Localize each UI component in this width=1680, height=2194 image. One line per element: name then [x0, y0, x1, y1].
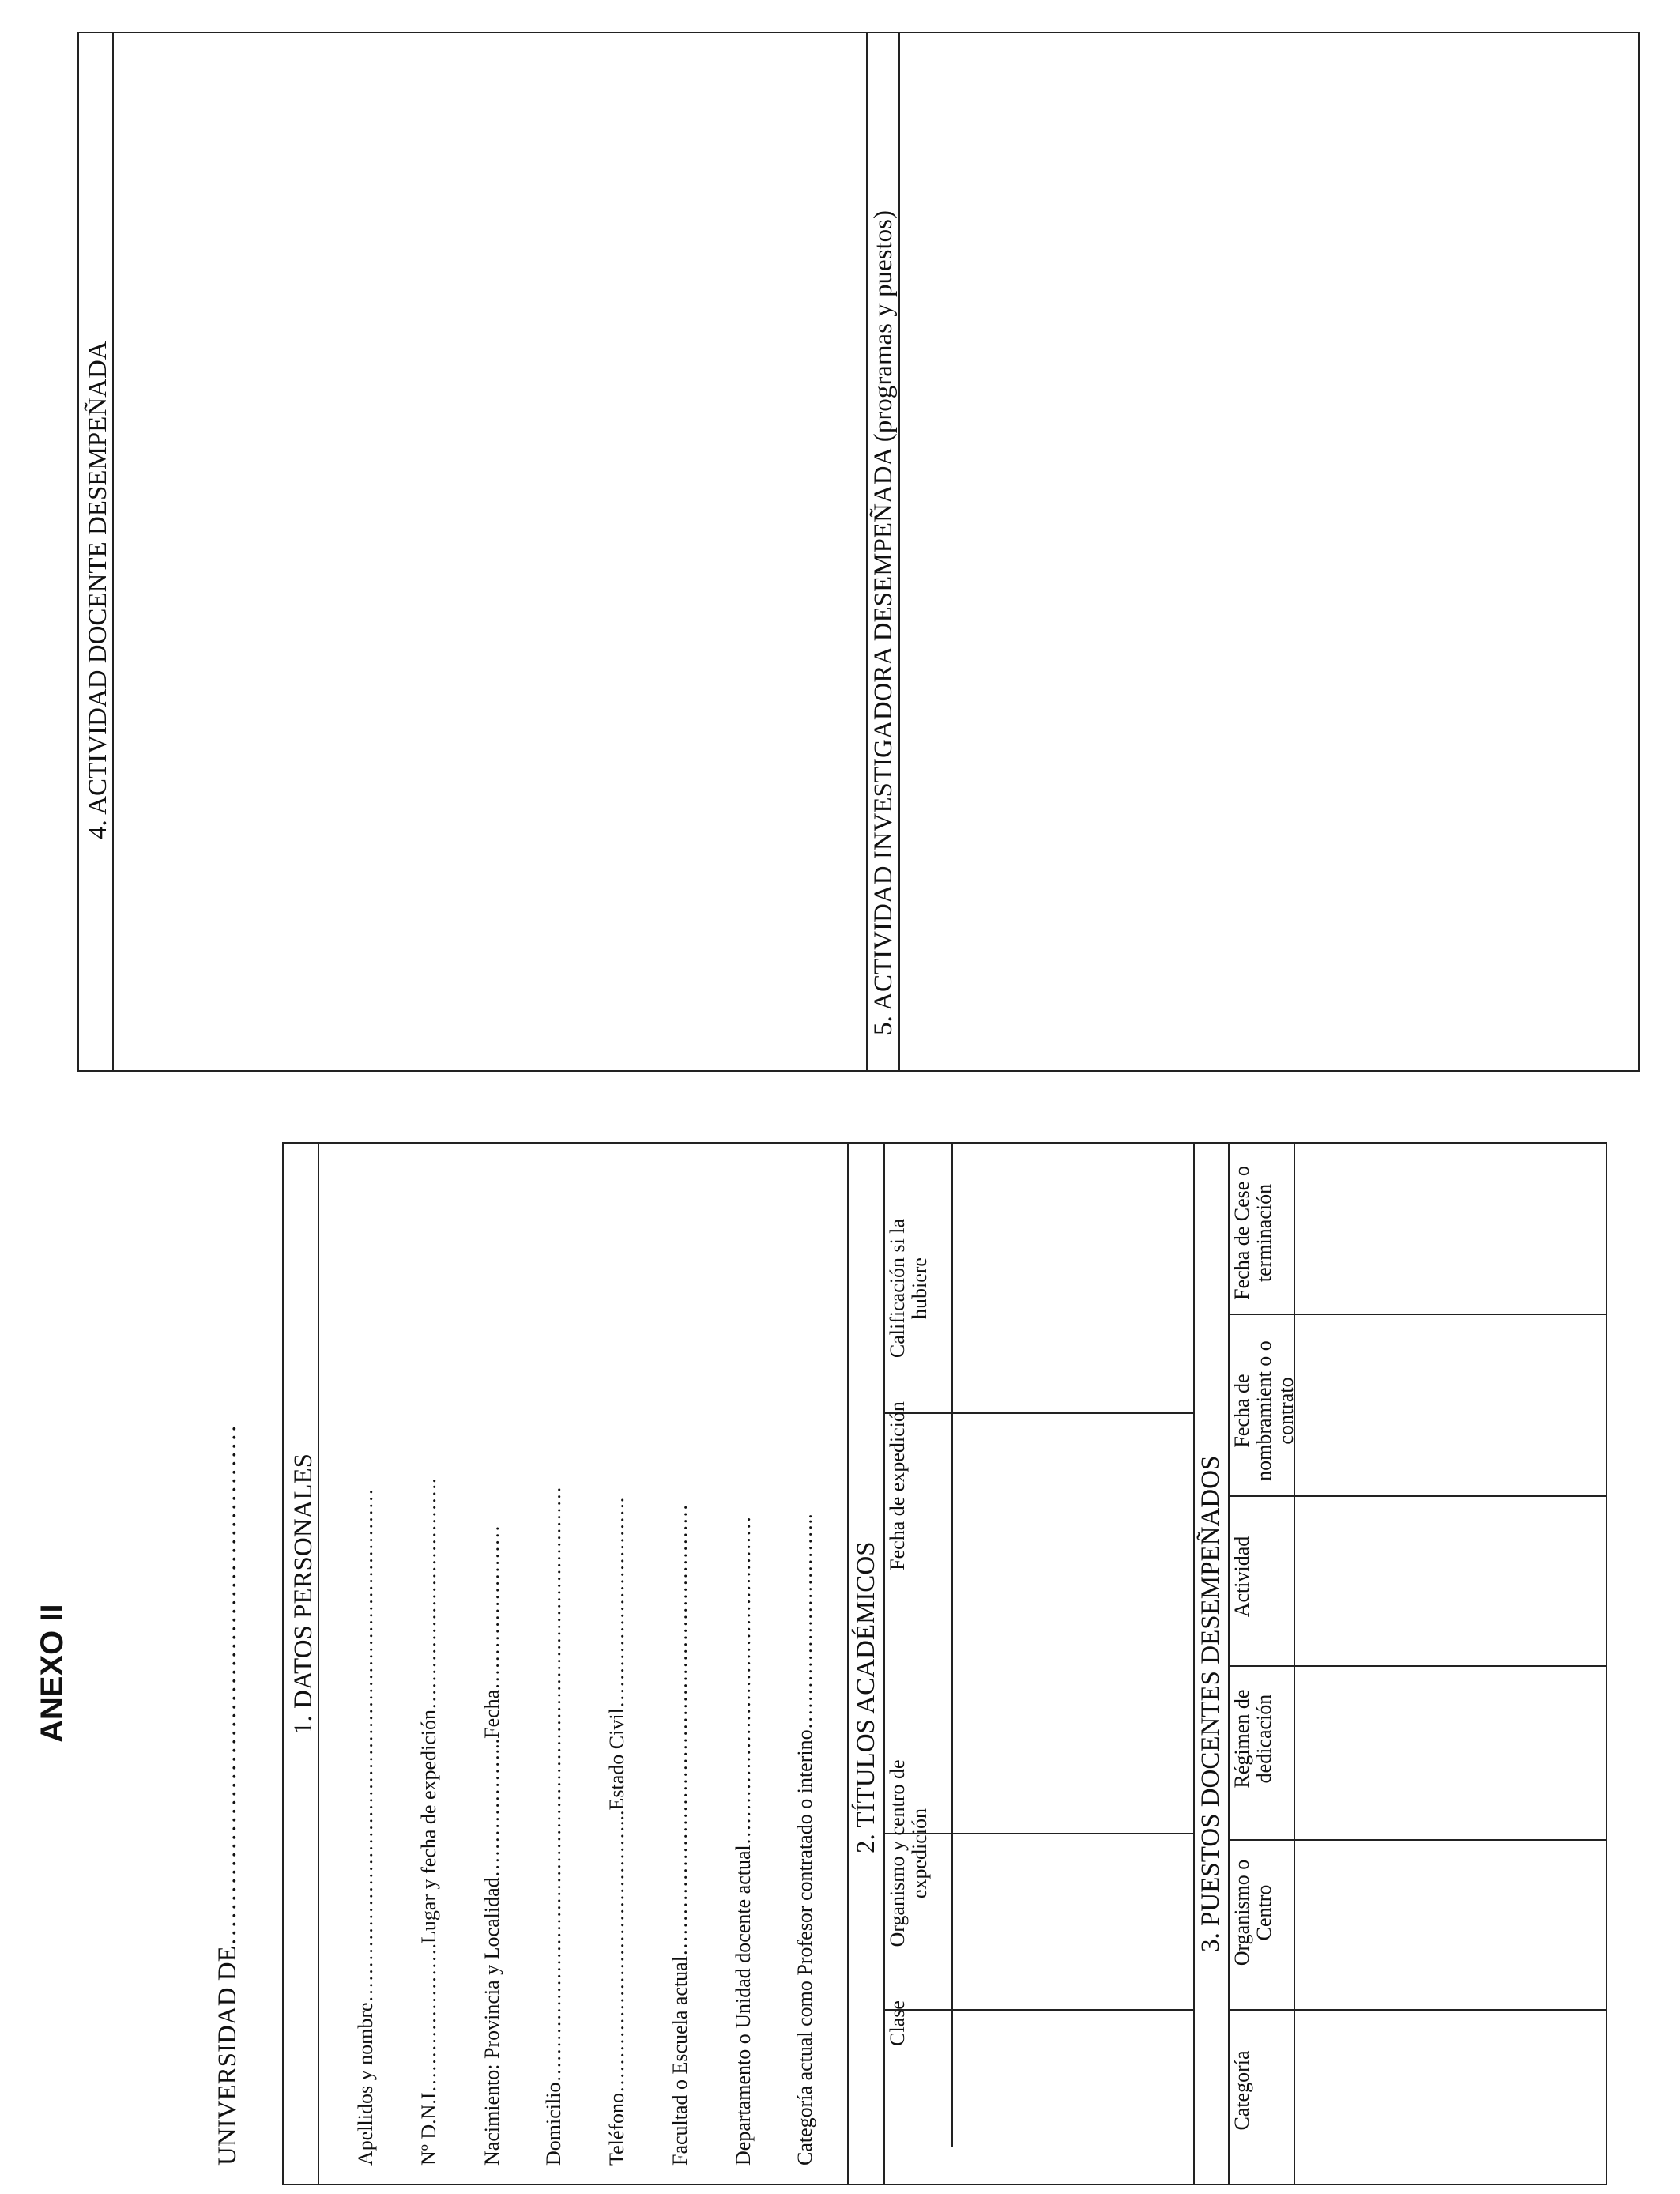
- posts-col-regimen: Régimen de dedicación: [1230, 1689, 1275, 1789]
- personal-line-dni: Nº D.N.I………………….Lugar y fecha de expedición…………………………….: [417, 1478, 440, 2166]
- right-form-table: [77, 32, 1640, 1072]
- titles-col-clase: Clase: [886, 2000, 909, 2046]
- divider: [1228, 1665, 1606, 1667]
- personal-line-name: Apellidos y nombre…………………………………………………………………: [354, 1488, 377, 2166]
- divider: [898, 33, 900, 1070]
- posts-col-actividad: Actividad: [1230, 1536, 1253, 1618]
- personal-line-faculty: Facultad o Escuela actual…………………………………………………………: [669, 1504, 691, 2166]
- personal-line-address: Domicilio……………………………………………………………………………: [542, 1486, 565, 2166]
- divider: [951, 1144, 953, 2147]
- personal-line-phone: Teléfono…………………………………...Estado Civil………………………….: [605, 1497, 628, 2166]
- divider: [951, 2009, 1195, 2011]
- titles-col-organismo: Organismo y centro de expedición: [886, 1759, 931, 1947]
- divider: [883, 1144, 885, 2184]
- divider: [1228, 1314, 1606, 1315]
- divider: [847, 1144, 849, 2184]
- divider: [883, 1412, 1195, 1414]
- divider: [1228, 1495, 1606, 1497]
- section-personal-title: 1. DATOS PERSONALES: [289, 1453, 318, 1735]
- posts-col-cese: Fecha de Cese o terminación: [1230, 1166, 1275, 1300]
- section-titles-title: 2. TÍTULOS ACADÉMICOS: [852, 1541, 880, 1853]
- titles-col-calificacion: Calificación si la hubiere: [886, 1218, 931, 1359]
- divider: [866, 33, 868, 1070]
- divider: [1193, 1144, 1195, 2184]
- annex-title: ANEXO II: [35, 1604, 70, 1743]
- divider: [1228, 1144, 1230, 2184]
- posts-col-categoria: Categoría: [1230, 2050, 1253, 2131]
- posts-col-nombramiento: Fecha de nombramient o o contrato: [1230, 1340, 1298, 1481]
- divider: [1228, 1839, 1606, 1841]
- posts-col-organismo: Organismo o Centro: [1230, 1859, 1275, 1966]
- divider: [1228, 2009, 1606, 2011]
- titles-col-fecha: Fecha de expedición: [886, 1401, 909, 1570]
- personal-line-birth: Nacimiento: Provincia y Localidad………………...Fecha……………………: [480, 1525, 503, 2166]
- section-posts-title: 3. PUESTOS DOCENTES DESEMPEÑADOS: [1196, 1455, 1225, 1952]
- section-research-title: 5. ACTIVIDAD INVESTIGADORA DESEMPEÑADA (programas y puestos): [869, 209, 898, 1035]
- divider: [1294, 1144, 1295, 2184]
- university-line: UNIVERSIDAD DE……………………………………………………: [213, 1424, 242, 2166]
- personal-line-department: Departamento o Unidad docente actual…………………………………………: [732, 1516, 755, 2166]
- personal-line-category: Categoría actual como Profesor contratado o interino…………………………..: [793, 1514, 816, 2166]
- section-teaching-title: 4. ACTIVIDAD DOCENTE DESEMPEÑADA: [84, 341, 112, 839]
